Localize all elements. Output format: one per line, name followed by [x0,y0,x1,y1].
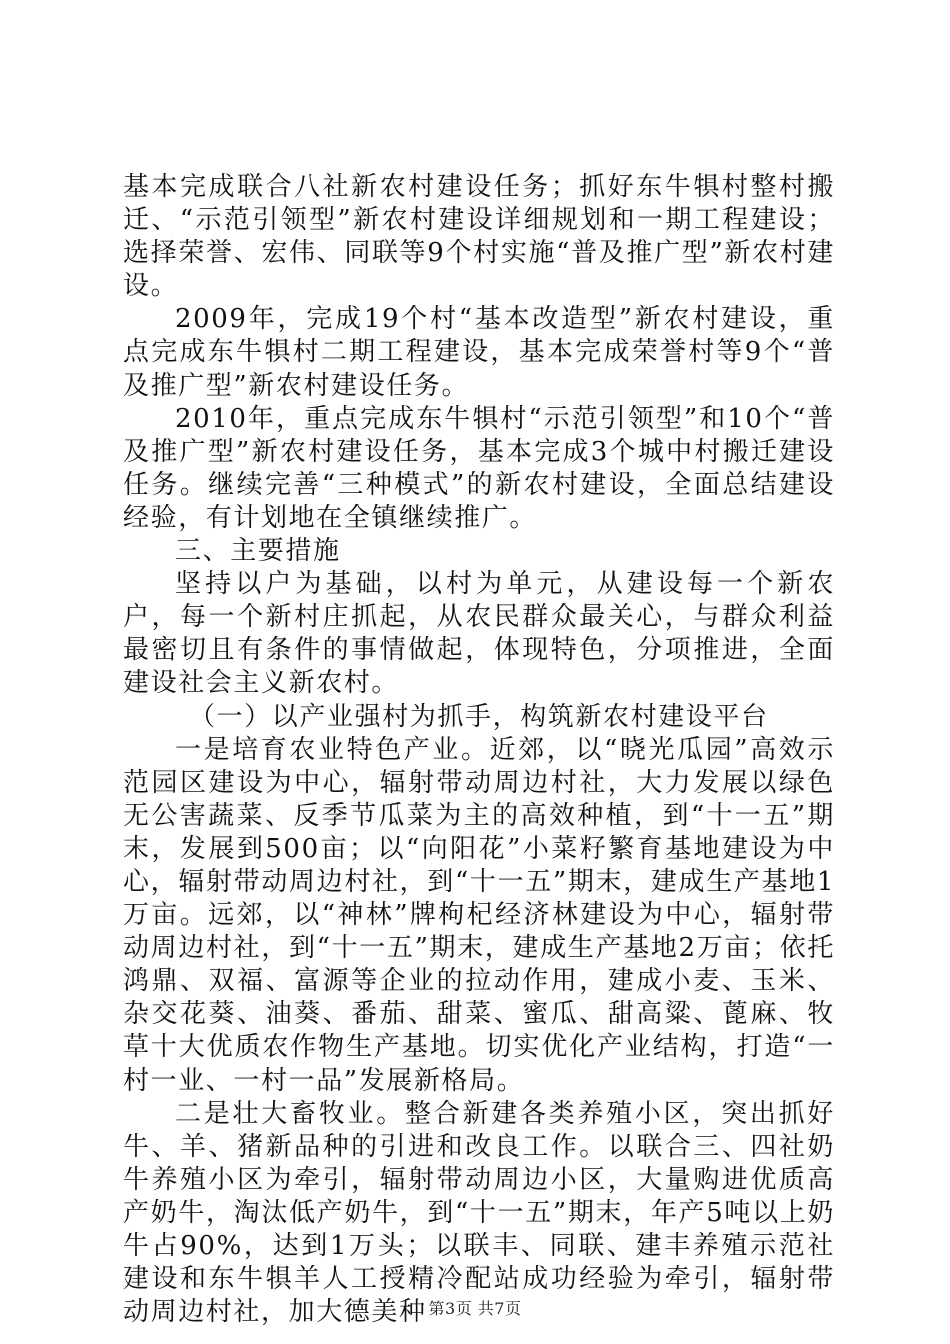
paragraph-agriculture: 一是培育农业特色产业。近郊，以“晓光瓜园”高效示范园区建设为中心，辐射带动周边村社，大力发展以绿色无公害蔬菜、反季节瓜菜为主的高效种植，到“十一五”期末，发展到500亩；以“向阳花”小菜籽繁育基地建设为中心，辐射带动周边村社，到“十一五”期末，建成生产基地1万亩。远郊，以“神林”牌枸杞经济林建设为中心，辐射带动周边村社，到“十一五”期末，建成生产基地2万亩；依托鸿鼎、双福、富源等企业的拉动作用，建成小麦、玉米、杂交花葵、油葵、番茄、甜菜、蜜瓜、甜高粱、蓖麻、牧草十大优质农作物生产基地。切实优化产业结构，打造“一村一业、一村一品”发展新格局。 [123,734,835,1096]
section-heading-measures: 三、主要措施 [175,536,341,567]
paragraph-2009: 2009年，完成19个村“基本改造型”新农村建设，重点完成东牛犋村二期工程建设，基本完成荣誉村等9个“普及推广型”新农村建设任务。 [123,304,835,401]
page-footer: 第3页 共7页 [428,1299,522,1318]
paragraph-measures-intro: 坚持以户为基础，以村为单元，从建设每一个新农户，每一个新村庄抓起，从农民群众最关心，与群众利益最密切且有条件的事情做起，体现特色，分项推进，全面建设社会主义新农村。 [123,569,835,699]
paragraph-livestock: 二是壮大畜牧业。整合新建各类养殖小区，突出抓好牛、羊、猪新品种的引进和改良工作。以联合三、四社奶牛养殖小区为牵引，辐射带动周边小区，大量购进优质高产奶牛，淘汰低产奶牛，到“十一五”期末，年产5吨以上奶牛占90%，达到1万头；以联丰、同联、建丰养殖示范社建设和东牛犋羊人工授精冷配站成功经验为牵引，辐射带动周边村社，加大德美种 [123,1098,835,1328]
paragraph-2010: 2010年，重点完成东牛犋村“示范引领型”和10个“普及推广型”新农村建设任务，基本完成3个城中村搬迁建设任务。继续完善“三种模式”的新农村建设，全面总结建设经验，有计划地在全镇继续推广。 [123,403,835,533]
subheading-industry: （一）以产业强村为抓手，构筑新农村建设平台 [189,701,769,732]
document-body [123,171,835,1329]
paragraph-continuation: 基本完成联合八社新农村建设任务；抓好东牛犋村整村搬迁、“示范引领型”新农村建设详细规划和一期工程建设；选择荣誉、宏伟、同联等9个村实施“普及推广型”新农村建设。 [123,172,835,302]
